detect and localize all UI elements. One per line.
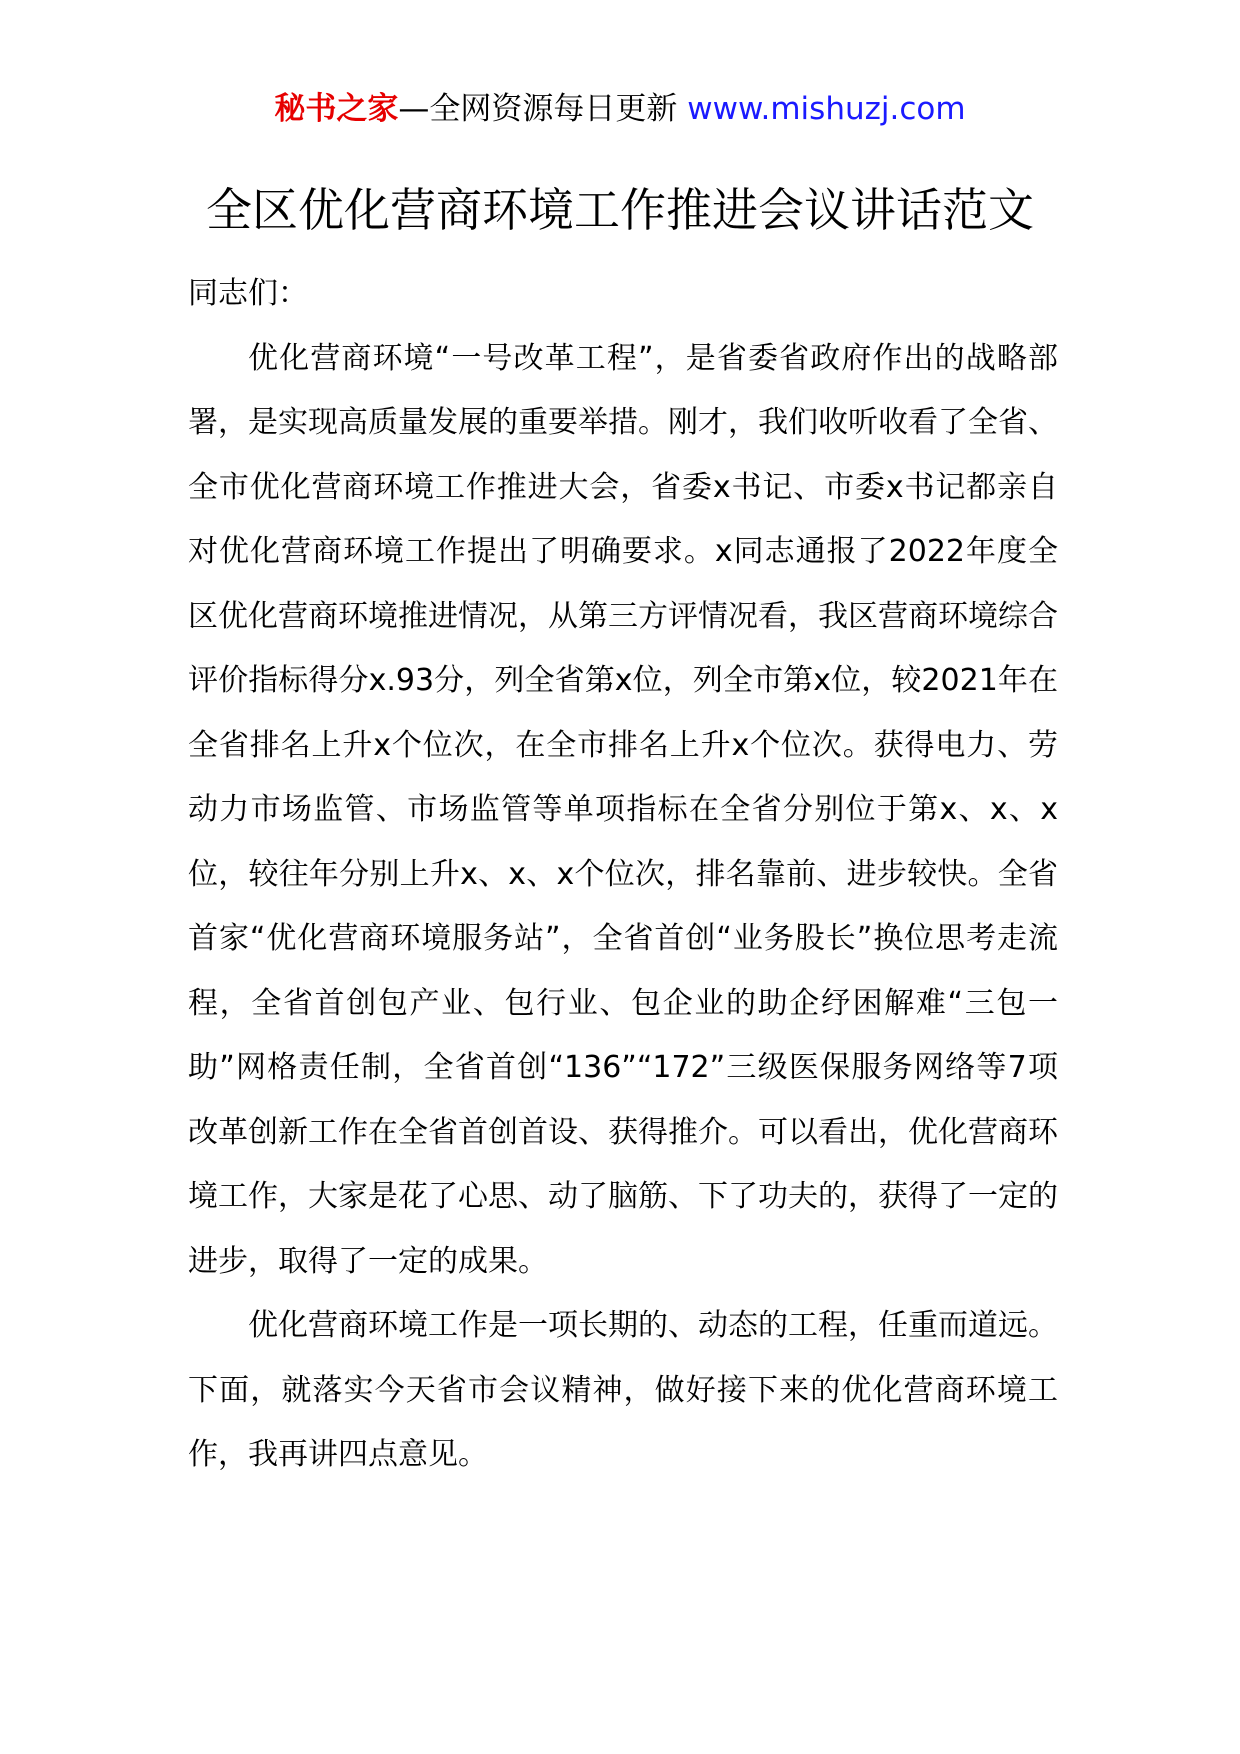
paragraph-2: 优化营商环境工作是一项长期的、动态的工程，任重而道远。下面，就落实今天省市会议精神，做好接下来的优化营商环境工作，我再讲四点意见。 <box>188 1308 1058 1472</box>
salutation: 同志们： <box>188 276 308 311</box>
document-body <box>188 262 1058 1488</box>
site-header <box>0 86 1240 132</box>
site-url-link[interactable]: www.mishuzj.com <box>687 91 966 127</box>
paragraph-1: 优化营商环境“一号改革工程”，是省委省政府作出的战略部署，是实现高质量发展的重要举措。刚才，我们收听收看了全省、全市优化营商环境工作推进大会，省委x书记、市委x书记都亲自对优化营商环境工作提出了明确要求。x同志通报了2022年度全区优化营商环境推进情况，从第三方评情况看，我区营商环境综合评价指标得分x.93分，列全省第x位，列全市第x位，较2021年在全省排名上升x个位次，在全市排名上升x个位次。获得电力、劳动力市场监管、市场监管等单项指标在全省分别位于第x、x、x位，较往年分别上升x、x、x个位次，排名靠前、进步较快。全省首家“优化营商环境服务站”，全省首创“业务股长”换位思考走流程，全省首创包产业、包行业、包企业的助企纾困解难“三包一助”网格责任制，全省首创“136”“172”三级医保服务网络等7项改革创新工作在全省首创首设、获得推介。可以看出，优化营商环境工作，大家是花了心思、动了脑筋、下了功夫的，获得了一定的进步，取得了一定的成果。 <box>188 340 1058 1279</box>
document-title: 全区优化营商环境工作推进会议讲话范文 <box>206 183 1034 237</box>
header-tagline: —全网资源每日更新 <box>398 91 688 127</box>
brand-name: 秘书之家 <box>274 91 399 127</box>
